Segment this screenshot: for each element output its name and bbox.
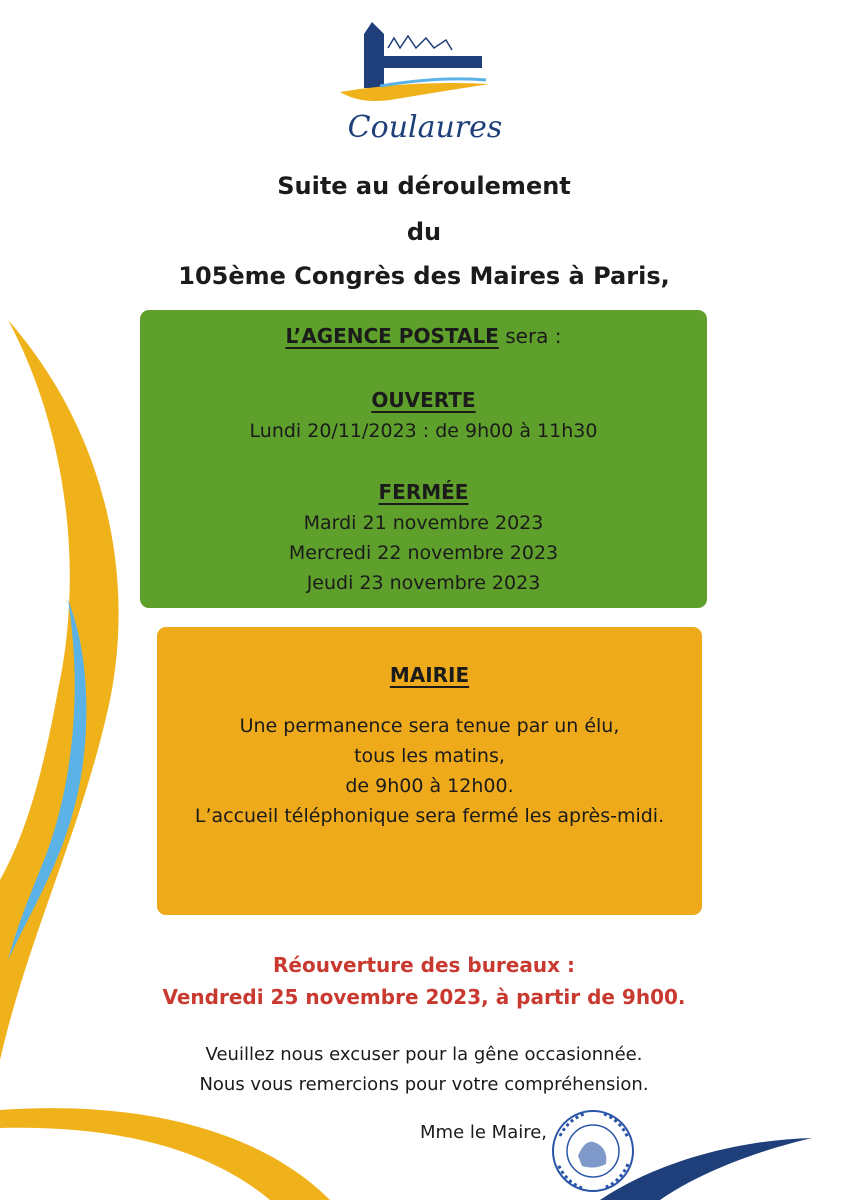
mairie-line-1: Une permanence sera tenue par un élu, bbox=[239, 715, 620, 737]
mairie-line-4: L’accueil téléphonique sera fermé les après-midi. bbox=[194, 805, 665, 827]
mairie-line-3: de 9h00 à 12h00. bbox=[345, 775, 514, 797]
agence-postale-box bbox=[140, 310, 707, 608]
stamp-seal-icon bbox=[548, 1106, 638, 1196]
agence-postale-heading: L’AGENCE POSTALE bbox=[285, 324, 499, 348]
mairie-box bbox=[157, 627, 702, 915]
logo bbox=[330, 18, 520, 148]
ouverte-label: OUVERTE bbox=[371, 388, 476, 412]
logo-town-name: Coulaures bbox=[347, 110, 503, 145]
mairie-stamp bbox=[548, 1106, 638, 1196]
fermee-label: FERMÉE bbox=[378, 480, 469, 504]
yellow-swoosh-bottom bbox=[0, 1108, 330, 1200]
closing-line-2: Nous vous remercions pour votre compréhension. bbox=[199, 1074, 649, 1095]
yellow-swoosh-left bbox=[0, 320, 119, 1060]
agence-postale-heading-suffix: sera : bbox=[498, 324, 562, 348]
fermee-day-3: Jeudi 23 novembre 2023 bbox=[306, 572, 541, 594]
fermee-day-1: Mardi 21 novembre 2023 bbox=[303, 512, 544, 534]
mairie-line-2: tous les matins, bbox=[354, 745, 505, 767]
closing-line-1: Veuillez nous excuser pour la gêne occasionnée. bbox=[205, 1044, 643, 1065]
fermee-day-2: Mercredi 22 novembre 2023 bbox=[288, 542, 559, 564]
reopening-line-2: Vendredi 25 novembre 2023, à partir de 9h00. bbox=[162, 985, 686, 1009]
ouverte-line: Lundi 20/11/2023 : de 9h00 à 11h30 bbox=[249, 420, 598, 442]
header-line-2: du bbox=[406, 218, 442, 246]
mairie-heading: MAIRIE bbox=[389, 663, 470, 687]
reopening-line-1: Réouverture des bureaux : bbox=[273, 953, 575, 977]
header-line-3: 105ème Congrès des Maires à Paris, bbox=[178, 262, 670, 290]
signature: Mme le Maire, bbox=[420, 1122, 548, 1143]
header-line-1: Suite au déroulement bbox=[277, 172, 571, 200]
agence-postale-heading-line bbox=[140, 324, 707, 348]
castle-bridge-icon bbox=[330, 18, 520, 110]
